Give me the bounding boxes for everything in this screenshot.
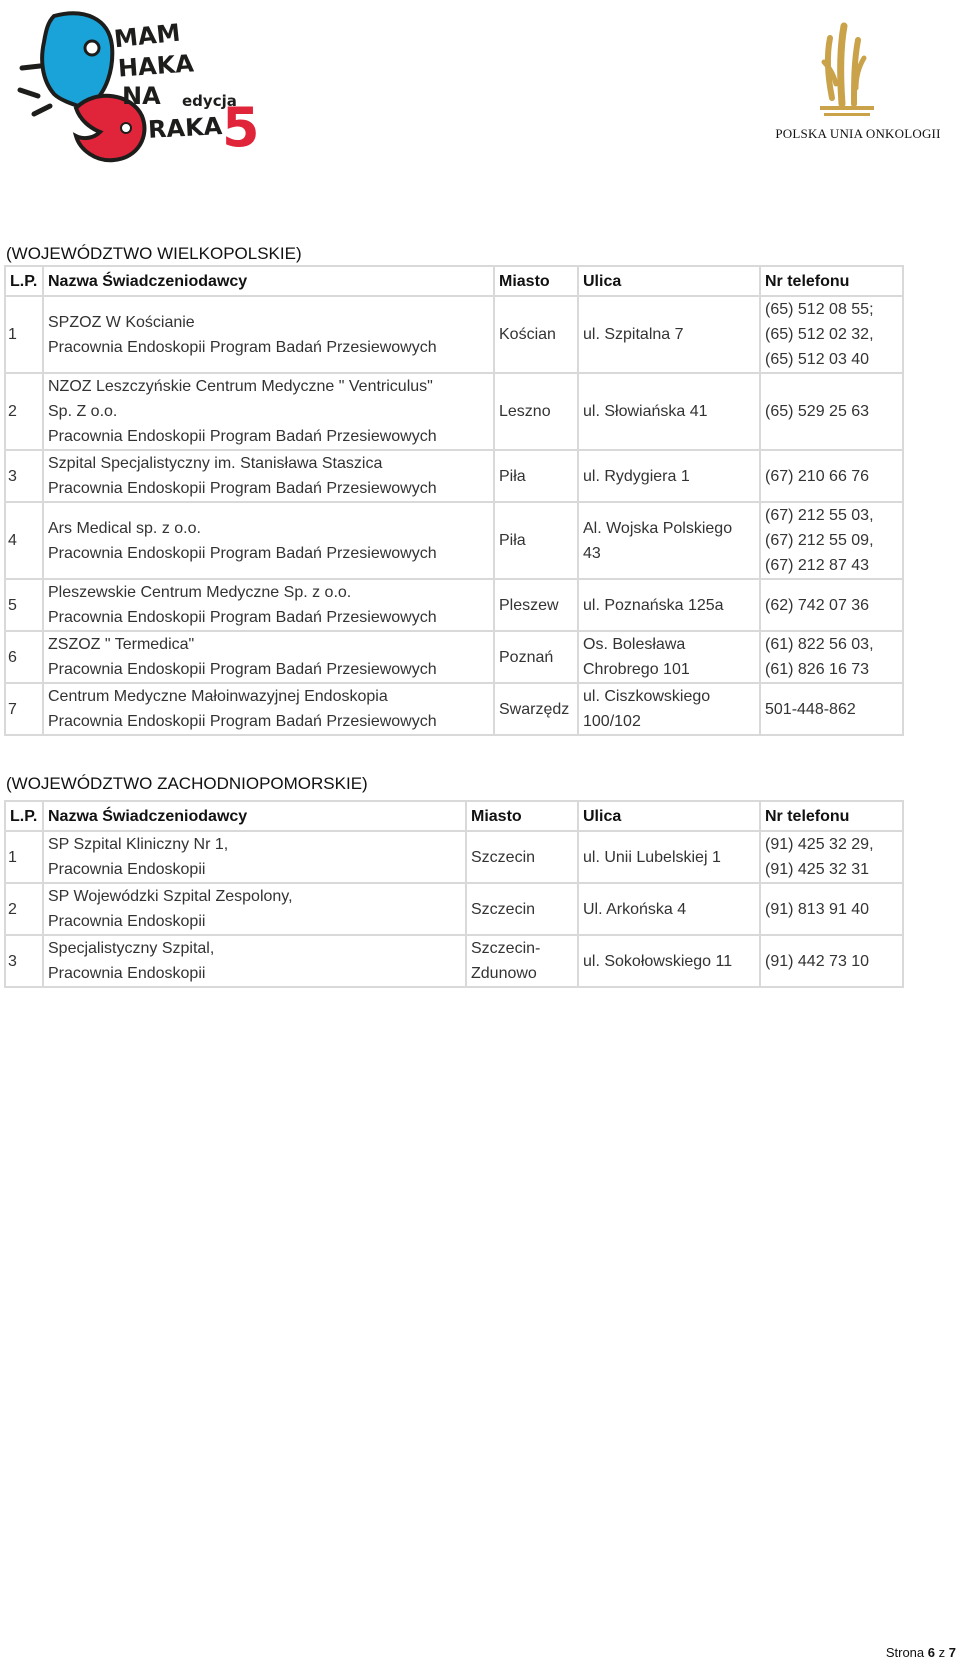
footer-sep: z <box>938 1645 946 1660</box>
cell-lp: 1 <box>5 831 43 883</box>
table-row <box>5 683 903 735</box>
section-title-wielkopolskie: (WOJEWÓDZTWO WIELKOPOLSKIE) <box>6 244 302 263</box>
provider-name-line: SP Szpital Kliniczny Nr 1, <box>48 836 229 853</box>
provider-name-line: Pracownia Endoskopii Program Badań Przesiewowych <box>48 661 437 678</box>
cell-street <box>578 883 760 935</box>
cell-provider-name <box>43 935 466 987</box>
provider-name-line: Pracownia Endoskopii Program Badań Przesiewowych <box>48 338 437 356</box>
phone-line: (91) 425 32 29, <box>765 836 874 853</box>
cell-phone <box>760 935 903 987</box>
cell-street <box>578 831 760 883</box>
cell-city <box>466 831 578 883</box>
provider-name-line: Pracownia Endoskopii <box>48 861 206 878</box>
cell-city <box>466 935 578 987</box>
provider-name-line: Ars Medical sp. z o.o. <box>48 519 201 537</box>
cell-phone <box>760 883 903 935</box>
logo-edition-number: 5 <box>222 96 260 159</box>
providers-table-wielkopolskie <box>4 265 904 736</box>
cell-provider-name <box>43 579 494 631</box>
city-line: Szczecin- <box>471 940 541 957</box>
street-line: 43 <box>583 544 601 562</box>
provider-name-line: Specjalistyczny Szpital, <box>48 940 215 957</box>
cell-phone <box>760 831 903 883</box>
provider-name-line: Szpital Specjalistyczny im. Stanisława Staszica <box>48 455 383 472</box>
phone-line: (67) 212 55 03, <box>765 507 874 524</box>
provider-name-line: Pracownia Endoskopii Program Badań Przesiewowych <box>48 428 437 445</box>
street-line: ul. Słowiańska 41 <box>583 403 708 420</box>
street-line: Ul. Arkońska 4 <box>583 900 687 918</box>
table-row <box>5 373 903 450</box>
phone-line: (65) 512 08 55; <box>765 301 874 318</box>
col-header-phone: Nr telefonu <box>760 801 903 831</box>
street-line: ul. Ciszkowskiego <box>583 688 711 705</box>
table-row <box>5 883 903 935</box>
cell-lp: 3 <box>5 935 43 987</box>
provider-name-line: Pracownia Endoskopii Program Badań Przesiewowych <box>48 480 437 497</box>
phone-line: (65) 512 02 32, <box>765 326 874 343</box>
city-line: Kościan <box>499 326 556 343</box>
city-line: Swarzędz <box>499 700 570 718</box>
table-row <box>5 631 903 683</box>
cell-lp: 2 <box>5 883 43 935</box>
col-header-city: Miasto <box>466 801 578 831</box>
phone-line: (91) 442 73 10 <box>765 952 870 970</box>
cell-street <box>578 631 760 683</box>
cell-street <box>578 296 760 373</box>
phone-line: (61) 826 16 73 <box>765 661 870 678</box>
street-line: ul. Sokołowskiego 11 <box>583 952 733 970</box>
cell-city <box>494 631 578 683</box>
provider-name-line: Pracownia Endoskopii Program Badań Przesiewowych <box>48 713 437 730</box>
cell-lp: 3 <box>5 450 43 502</box>
cell-phone <box>760 579 903 631</box>
cell-provider-name <box>43 373 494 450</box>
cell-city <box>494 450 578 502</box>
provider-name-line: Pracownia Endoskopii Program Badań Przesiewowych <box>48 544 437 562</box>
cell-street <box>578 579 760 631</box>
col-header-street: Ulica <box>578 801 760 831</box>
cell-lp: 1 <box>5 296 43 373</box>
cell-street <box>578 935 760 987</box>
street-line: ul. Unii Lubelskiej 1 <box>583 848 721 866</box>
phone-line: (91) 425 32 31 <box>765 861 870 878</box>
phone-line: (62) 742 07 36 <box>765 596 870 614</box>
cell-city <box>494 683 578 735</box>
providers-table-zachodniopomorskie <box>4 800 904 988</box>
cell-lp: 4 <box>5 502 43 579</box>
cell-phone <box>760 502 903 579</box>
street-line: ul. Poznańska 125a <box>583 596 724 614</box>
phone-line: (91) 813 91 40 <box>765 900 870 918</box>
provider-name-line: SP Wojewódzki Szpital Zespolony, <box>48 888 293 905</box>
cell-city <box>466 883 578 935</box>
cell-city <box>494 502 578 579</box>
col-header-city: Miasto <box>494 266 578 296</box>
table-header-row <box>5 801 903 831</box>
footer-prefix: Strona <box>885 1645 925 1660</box>
cell-provider-name <box>43 883 466 935</box>
city-line: Piła <box>499 532 526 549</box>
cell-street <box>578 373 760 450</box>
table-row <box>5 831 903 883</box>
logo-word-4: RAKA <box>147 112 223 144</box>
city-line: Szczecin <box>471 900 536 918</box>
street-line: Os. Bolesława <box>583 636 686 653</box>
provider-name-line: Sp. Z o.o. <box>48 403 118 420</box>
cell-lp: 7 <box>5 683 43 735</box>
page-footer <box>886 1645 956 1660</box>
cell-provider-name <box>43 831 466 883</box>
gold-emblem-icon <box>760 18 956 128</box>
cell-provider-name <box>43 683 494 735</box>
col-header-name: Nazwa Świadczeniodawcy <box>43 801 466 831</box>
city-line: Leszno <box>499 403 551 420</box>
col-header-street: Ulica <box>578 266 760 296</box>
street-line: 100/102 <box>583 713 641 730</box>
cell-phone <box>760 296 903 373</box>
provider-name-line: Pracownia Endoskopii <box>48 965 206 982</box>
table-row <box>5 296 903 373</box>
cell-provider-name <box>43 296 494 373</box>
phone-line: (65) 512 03 40 <box>765 351 870 368</box>
cell-street <box>578 450 760 502</box>
table-row <box>5 450 903 502</box>
city-line: Pleszew <box>499 596 559 614</box>
phone-line: 501-448-862 <box>765 700 856 718</box>
cell-provider-name <box>43 631 494 683</box>
polska-unia-onkologii-logo <box>760 18 956 148</box>
cell-lp: 6 <box>5 631 43 683</box>
provider-name-line: Centrum Medyczne Małoinwazyjnej Endoskopia <box>48 688 388 705</box>
cell-street <box>578 502 760 579</box>
table-row <box>5 502 903 579</box>
cell-phone <box>760 373 903 450</box>
footer-page: 6 <box>927 1645 936 1660</box>
cell-city <box>494 296 578 373</box>
provider-name-line: SPZOZ W Kościanie <box>48 313 195 331</box>
cell-lp: 2 <box>5 373 43 450</box>
mam-haka-na-raka-logo <box>14 8 276 168</box>
city-line: Zdunowo <box>471 965 537 982</box>
cell-phone <box>760 631 903 683</box>
cell-street <box>578 683 760 735</box>
cell-provider-name <box>43 450 494 502</box>
provider-name-line: Pleszewskie Centrum Medyczne Sp. z o.o. <box>48 584 352 601</box>
provider-name-line: NZOZ Leszczyńskie Centrum Medyczne " Ventriculus" <box>48 378 433 395</box>
city-line: Poznań <box>499 648 554 666</box>
cell-provider-name <box>43 502 494 579</box>
section-title-zachodniopomorskie: (WOJEWÓDZTWO ZACHODNIOPOMORSKIE) <box>6 774 368 793</box>
cell-phone <box>760 683 903 735</box>
provider-name-line: Pracownia Endoskopii Program Badań Przesiewowych <box>48 609 437 626</box>
phone-line: (67) 210 66 76 <box>765 467 870 485</box>
phone-line: (65) 529 25 63 <box>765 403 870 420</box>
phone-line: (61) 822 56 03, <box>765 636 874 653</box>
col-header-phone: Nr telefonu <box>760 266 903 296</box>
table-row <box>5 579 903 631</box>
logo-word-1: MAM <box>112 18 182 54</box>
provider-name-line: ZSZOZ " Termedica" <box>48 636 195 653</box>
logo-word-3: NA <box>122 82 161 110</box>
cell-city <box>494 579 578 631</box>
col-header-name: Nazwa Świadczeniodawcy <box>43 266 494 296</box>
phone-line: (67) 212 87 43 <box>765 557 870 574</box>
city-line: Piła <box>499 467 526 485</box>
table-header-row <box>5 266 903 296</box>
logo-word-2: HAKA <box>117 49 195 83</box>
street-line: ul. Szpitalna 7 <box>583 326 684 343</box>
col-header-lp: L.P. <box>5 266 43 296</box>
logo-edition-word: edycja <box>182 92 237 110</box>
street-line: Al. Wojska Polskiego <box>583 519 733 537</box>
street-line: ul. Rydygiera 1 <box>583 467 690 485</box>
footer-total: 7 <box>948 1645 956 1660</box>
street-line: Chrobrego 101 <box>583 661 690 678</box>
phone-line: (67) 212 55 09, <box>765 532 874 549</box>
table-row <box>5 935 903 987</box>
col-header-lp: L.P. <box>5 801 43 831</box>
org-name: POLSKA UNIA ONKOLOGII <box>775 126 941 141</box>
cell-lp: 5 <box>5 579 43 631</box>
cell-phone <box>760 450 903 502</box>
city-line: Szczecin <box>471 848 536 866</box>
cell-city <box>494 373 578 450</box>
provider-name-line: Pracownia Endoskopii <box>48 913 206 930</box>
